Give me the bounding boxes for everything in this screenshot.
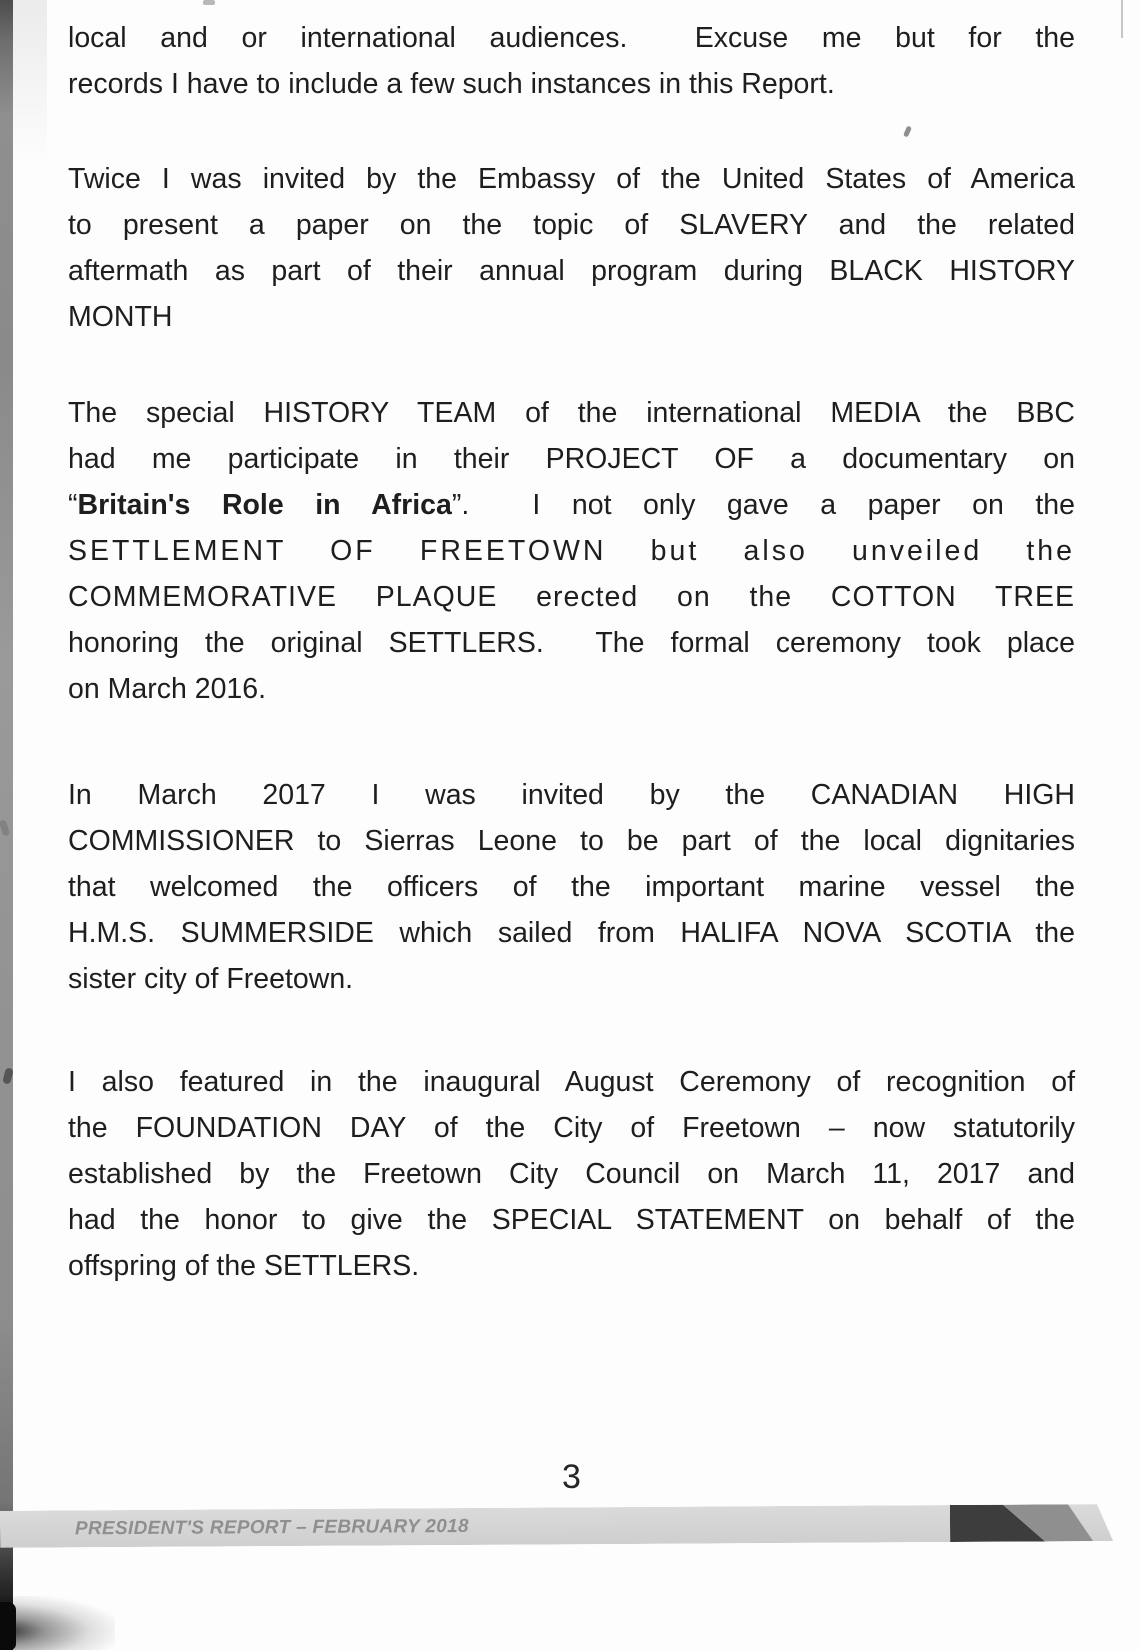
text-segment: COMMEMORATIVE PLAQUE erected on the COTTON TREE	[68, 581, 1075, 613]
text-segment: SETTLEMENT OF FREETOWN but also unveiled the	[68, 535, 1075, 567]
text-line	[68, 294, 1075, 340]
text-line	[68, 574, 1075, 620]
page-number: 3	[562, 1458, 581, 1496]
paragraph	[68, 156, 1075, 340]
scan-speck	[203, 0, 215, 5]
text-line	[68, 15, 1075, 61]
text-segment: had me participate in their PROJECT OF a documentary on	[68, 443, 1075, 475]
document-content	[68, 15, 1075, 1289]
text-segment: sister city of Freetown.	[68, 963, 354, 995]
text-line	[68, 202, 1075, 248]
text-line	[68, 1243, 1075, 1289]
text-segment: In March 2017 I was invited by the CANADIAN HIGH	[68, 779, 1075, 811]
text-line	[68, 666, 1075, 712]
text-segment: records I have to include a few such instances in this Report.	[68, 68, 835, 100]
text-line	[68, 1105, 1075, 1151]
text-segment: honoring the original SETTLERS. The formal ceremony took place	[68, 627, 1075, 659]
scan-edge-line	[1121, 0, 1123, 38]
text-segment: Twice I was invited by the Embassy of the United States of America	[68, 163, 1075, 195]
document-body	[68, 15, 1075, 1289]
footer-bar	[0, 1504, 1140, 1548]
text-segment: H.M.S. SUMMERSIDE which sailed from HALIFA NOVA SCOTIA the	[68, 917, 1075, 949]
paragraph	[68, 15, 1075, 107]
text-segment: the FOUNDATION DAY of the City of Freetown – now statutorily	[68, 1112, 1075, 1144]
scan-edge-streak	[13, 0, 47, 170]
paragraph	[68, 390, 1075, 712]
text-segment: “	[68, 489, 78, 521]
text-line	[68, 156, 1075, 202]
text-line	[68, 864, 1075, 910]
text-line	[68, 910, 1075, 956]
text-line	[68, 1059, 1075, 1105]
text-line	[68, 482, 1075, 528]
text-line	[68, 1151, 1075, 1197]
text-line	[68, 772, 1075, 818]
scan-binding-shadow	[0, 1596, 115, 1650]
footer-title: PRESIDENT'S REPORT – FEBRUARY 2018	[74, 1515, 469, 1540]
text-line	[68, 620, 1075, 666]
scan-binding-blob	[0, 1602, 16, 1650]
text-segment: I also featured in the inaugural August Ceremony of recognition of	[68, 1066, 1075, 1098]
text-segment: to present a paper on the topic of SLAVERY and the related	[68, 209, 1075, 241]
text-line	[68, 61, 1075, 107]
text-line	[68, 818, 1075, 864]
text-line	[68, 390, 1075, 436]
text-segment: established by the Freetown City Council on March 11, 2017 and	[68, 1158, 1075, 1190]
text-segment: local and or international audiences. Excuse me but for the	[68, 22, 1075, 54]
text-line	[68, 248, 1075, 294]
text-line	[68, 956, 1075, 1002]
text-segment: offspring of the SETTLERS.	[68, 1250, 420, 1282]
text-segment: ”. I not only gave a paper on the	[451, 489, 1075, 521]
text-line	[68, 436, 1075, 482]
text-segment: had the honor to give the SPECIAL STATEMENT on behalf of the	[68, 1204, 1075, 1236]
text-segment: COMMISSIONER to Sierras Leone to be part of the local dignitaries	[68, 825, 1075, 857]
paragraph	[68, 772, 1075, 1002]
text-line	[68, 1197, 1075, 1243]
text-segment: The special HISTORY TEAM of the international MEDIA the BBC	[68, 397, 1075, 429]
paragraph	[68, 1059, 1075, 1289]
text-segment: on March 2016.	[68, 673, 267, 705]
text-segment: MONTH	[68, 301, 173, 333]
bold-text-segment: Britain's Role in Africa	[77, 489, 452, 521]
text-segment: that welcomed the officers of the important marine vessel the	[68, 871, 1075, 903]
text-segment: aftermath as part of their annual program during BLACK HISTORY	[68, 255, 1075, 287]
text-line	[68, 528, 1075, 574]
